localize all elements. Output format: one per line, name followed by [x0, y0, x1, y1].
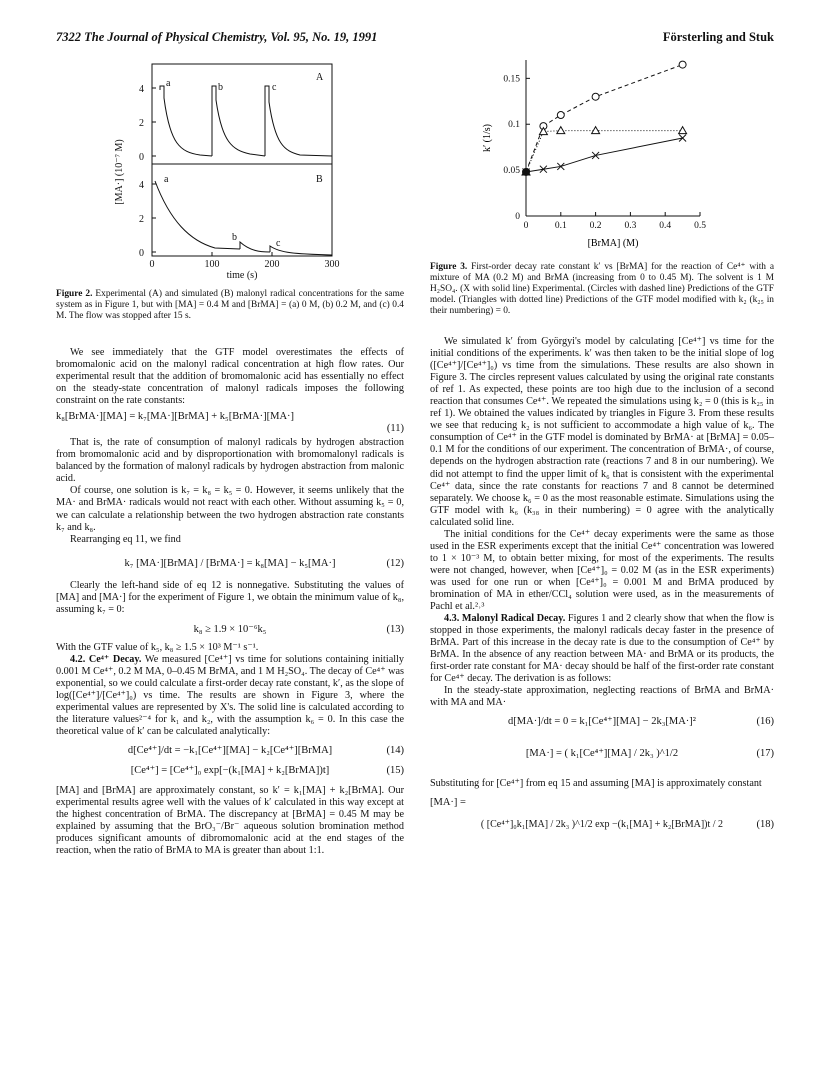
fig2-ytick-b-4: 4: [139, 180, 144, 191]
left-paragraph-5: Clearly the left-hand side of eq 12 is nonnegative. Substituting the values of [MA] and [MA·] for the experiment of Figure 1, we obtain the minimum value of k₈, assuming k₇ = 0:: [56, 579, 404, 615]
fig3-xtick-label-4: 0.4: [659, 221, 672, 231]
fig3-ytick-label-3: 0.15: [503, 74, 520, 85]
fig3-xtick-label-2: 0.2: [589, 221, 602, 231]
right-paragraph-5: Substituting for [Ce⁴⁺] from eq 15 and assuming [MA] is approximately constant: [430, 778, 762, 790]
fig3-point-triangle-2: [557, 127, 565, 134]
fig2-xtick-label-100: 100: [204, 259, 220, 270]
fig2-panel-b-frame: [152, 164, 332, 256]
running-header: [56, 30, 774, 45]
eq13-body: k₈ ≥ 1.9 × 10⁻⁶k₅: [193, 623, 267, 635]
left-paragraph-6: With the GTF value of k₅, k₈ ≥ 1.5 × 10³ M⁻¹ s⁻¹.: [56, 641, 259, 653]
fig2-label-a-c: c: [272, 82, 277, 93]
eq18-number: (18): [756, 818, 774, 830]
left-paragraph-4: Rearranging eq 11, we find: [70, 533, 181, 545]
equation-11: [56, 411, 404, 437]
fig2-ylabel: [MA·] (10⁻⁷ M): [114, 139, 125, 205]
eq11-number: (11): [386, 423, 404, 435]
fig2-label-a-a: a: [166, 78, 171, 89]
fig2-panel-b-label: B: [316, 174, 323, 185]
eq17-number: (17): [756, 748, 774, 760]
eq17-body: [MA·] = ( k₁[Ce⁴⁺][MA] / 2k₃ )^1/2: [525, 748, 679, 760]
fig3-ytick-label-0: 0: [515, 212, 520, 222]
equation-12: [56, 550, 404, 580]
fig3-point-circle-4: [679, 61, 686, 68]
fig3-xtick-label-0: 0: [523, 221, 529, 231]
fig2-xtick-label-200: 200: [264, 259, 280, 270]
eq15-body: [Ce⁴⁺] = [Ce⁴⁺]₀ exp[−(k₁[MA] + k₂[BrMA])t]: [130, 765, 330, 777]
fig2-xtick-label-300: 300: [324, 259, 340, 270]
fig3-xtick-label-5: 0.5: [694, 221, 706, 231]
section-4-3-heading: 4.3. Malonyl Radical Decay.: [444, 613, 566, 625]
eq15-number: (15): [386, 765, 404, 777]
fig2-panel-b: [152, 164, 332, 256]
figure-3-caption: [430, 262, 774, 317]
fig3-origin-marker: [524, 169, 529, 174]
fig3-point-circle-2: [557, 112, 564, 119]
left-paragraph-2: That is, the rate of consumption of malonyl radicals by hydrogen abstraction from bromomalonic acid and by disproportionation with bromomalonyl radicals is balanced by the formation of malonyl radicals by hydrogen abstraction from malonic acid.: [56, 437, 404, 485]
fig3-xlabel: [BrMA] (M): [587, 238, 639, 249]
equation-13: [56, 620, 404, 642]
fig3-ylabel: k′ (1/s): [482, 123, 493, 153]
section-4-3-text: Figures 1 and 2 clearly show that when the flow is stopped in those experiments, the malonyl radicals decay faster in the presence of BrMA. Part of this increase in the decay rate is due to the consumption of Ce⁴⁺ by BrMA. In the absence of any reaction between MA· and BrMA or its products, the first-order rate constant for MA· decay should be half of the first-order rate constant for Ce⁴⁺ decay. The derivation is as follows:: [430, 613, 774, 685]
eq11-body: k₈[BrMA·][MA] = k₇[MA·][BrMA] + k₅[BrMA·][MA·]: [56, 411, 295, 423]
eq14-number: (14): [386, 745, 404, 757]
fig2-ytick-b-2: 2: [139, 214, 144, 225]
left-paragraph-1: We see immediately that the GTF model overestimates the effects of bromomalonic acid on the malonyl radical concentration at high flow rates. Our experimental result that the addition of bromomalonic acid has essentially no effect on the steady-state concentration of malonyl radicals imposes the following constraint on the rate constants:: [56, 347, 404, 407]
fig3-xtick-label-3: 0.3: [624, 221, 637, 231]
figure-2-caption: [56, 289, 404, 322]
fig3-series-triangle-line: [526, 131, 683, 172]
fig3-point-circle-3: [592, 93, 599, 100]
header-authors: Försterling and Stuk: [662, 30, 774, 44]
fig2-curve-b-a: [155, 181, 240, 249]
fig3-ytick-label-2: 0.1: [508, 120, 520, 131]
equation-15: [56, 763, 404, 785]
fig3-ytick-label-1: 0.05: [503, 166, 520, 177]
fig3-xtick-label-1: 0.1: [554, 221, 567, 231]
equation-16: [430, 712, 774, 734]
eq12-body: k₇ [MA·][BrMA] / [BrMA·] = k₈[MA] − k₅[MA·]: [124, 557, 336, 569]
fig3-caption-label: Figure 3.: [430, 262, 468, 272]
fig2-ytick-a-4: 4: [139, 84, 144, 95]
right-paragraph-4: In the steady-state approximation, neglecting reactions of BrMA and BrMA· with MA and MA·: [430, 685, 774, 709]
header-journal: 7322 The Journal of Physical Chemistry, Vol. 95, No. 19, 1991: [56, 30, 378, 44]
left-paragraph-7: [56, 654, 404, 738]
eq16-body: d[MA·]/dt = 0 = k₁[Ce⁴⁺][MA] − 2k₃[MA·]²: [508, 716, 696, 728]
equation-18: [430, 809, 774, 843]
eq14-body: d[Ce⁴⁺]/dt = −k₁[Ce⁴⁺][MA] − k₂[Ce⁴⁺][BrMA]: [127, 745, 333, 757]
right-column: [430, 336, 774, 843]
fig2-ytick-a-2: 2: [139, 118, 144, 129]
eq18-body: ( [Ce⁴⁺]₀k₁[MA] / 2k₃ )^1/2 exp −(k₁[MA] + k₂[BrMA])t / 2: [480, 818, 724, 830]
fig2-xlabel: time (s): [226, 270, 258, 281]
fig2-caption-text: Experimental (A) and simulated (B) malonyl radical concentrations for the same system as in Figure 1, but with [MA] = 0.4 M and [BrMA] = (a) 0 M, (b) 0.2 M, and (c) 0.4 M. The flow was stopped after 15 s.: [56, 289, 404, 321]
left-paragraph-8: [MA] and [BrMA] are approximately constant, so k′ = k₁[MA] + k₂[BrMA]. Our experimental results agree well with the values of k′ calculated in this way except at the highest concentration of BrMA. The discrepancy at [BrMA] = 0.45 M may be explained by assuming that the BrO₃⁻/Br⁻ aqueous solution bromination method produces significant amounts of dibromomalonic acid at the end stages of the reaction, when the ratio of BrMA to MA is greater than about 1:1.: [56, 785, 404, 857]
fig2-ytick-a-0: 0: [139, 152, 144, 163]
fig3-series-circle-line: [526, 65, 683, 172]
fig2-label-b-c: c: [276, 238, 281, 249]
right-paragraph-1: We simulated k′ from Györgyi's model by calculating [Ce⁴⁺] vs time for the initial conditions of the experiments. k′ was then taken to be the initial slope of log ([Ce⁴⁺]/[Ce⁴⁺]₀) vs time from the simulations. These results are also shown in Figure 3. The circles represent values calculated by using the original rate constants of ref 1. As expected, these points are too high due to the inclusion of a second reaction that consumes Ce⁴⁺. We repeated the simulations using k₂ = 0 (this is k₂₅ in ref 1). We obtained the values indicated by triangles in Figure 3. From these results we see that reducing k₂ is not sufficient to accommodate a high value of k₆. The consumption of Ce⁴⁺ in the GTF model is dominated by BrMA· at [BrMA] = 0.05–0.1 M for the conditions of our experiment. The concentration of BrMA·, of course, depends on the hydrogen abstraction rate (reactions 7 and 8 in our numbering). We did not attempt to find the upper limit of k₆ that is consistent with the experimental Ce⁴⁺ data, since the rate constants for reactions 7 and 8 cannot be determined separately. We choose k₆ = 0 as the most reasonable estimate. Simulations using the GTF model with k₆ (k₃₈ in their numbering) = 0 agree with the analytically calculated solid line.: [430, 336, 774, 528]
equation-18-lhs: [MA·] =: [430, 796, 466, 808]
fig3-caption-text: First-order decay rate constant k′ vs [BrMA] for the reaction of Ce⁴⁺ with a mixture of MA (0.2 M) and BrMA (increasing from 0 to 0.45 M). The solvent is 1 M H₂SO₄. (X with solid line) Experimental. (Circles with dashed line) Predictions of the GTF model. (Triangles with dotted line) Predictions of the GTF model modified with k₂ (k₂₅ in their numbering) = 0.: [430, 262, 774, 316]
fig2-panel-a: [152, 64, 332, 164]
fig2-label-b-b: b: [232, 232, 237, 243]
fig2-panel-a-label: A: [316, 72, 324, 83]
fig2-curve-a-c: [265, 86, 332, 156]
fig2-ytick-b-0: 0: [139, 248, 144, 259]
fig3-series-x-line: [526, 138, 683, 172]
equation-17: [430, 734, 774, 778]
right-paragraph-2: The initial conditions for the Ce⁴⁺ decay experiments were the same as those used in the ESR experiments except that the initial Ce⁴⁺ concentration was lowered to 1 × 10⁻³ M, to obtain better mixing, for most of the experiments. The results were not changed, however, when [Ce⁴⁺]₀ = 0.02 M (as in the ESR experiments) was used for one run or when [Ce⁴⁺]₀ = 0.001 M and BrMA produced by bromination of MA in ether/CCl₄ solution were used, as in the measurements of Pachl et al.²˒³: [430, 528, 774, 613]
fig2-label-a-b: b: [218, 82, 223, 93]
eq12-number: (12): [386, 557, 404, 569]
eq16-number: (16): [756, 716, 774, 728]
figure-2: [100, 56, 360, 282]
fig2-xtick-label-0: 0: [149, 259, 155, 270]
fig2-curve-a-a: [160, 86, 212, 156]
left-paragraph-3: Of course, one solution is k₇ = k₈ = k₅ = 0. However, it seems unlikely that the MA· and BrMA· radicals would not react with each other. Without assuming k₅ = 0, we can calculate a relationship between the two hydrogen abstraction rate constants k₇ and k₈.: [56, 485, 404, 533]
right-paragraph-3: [430, 613, 774, 685]
fig2-curve-a-b: [212, 86, 265, 156]
fig2-panel-a-frame: [152, 64, 332, 164]
figure-3: [478, 56, 728, 252]
fig2-curve-b-b: [240, 242, 270, 252]
section-4-2-text: We measured [Ce⁴⁺] vs time for solutions containing initially 0.001 M Ce⁴⁺, 0.2 M MA, 0–0.45 M BrMA, and 1 M H₂SO₄. The decay of Ce⁴⁺ was exponential, so we could calculate a first-order decay rate constant, k′, as the slope of log([Ce⁴⁺]/[Ce⁴⁺]₀) vs time. The results are shown in Figure 3, where the experimental values are represented by X's. The solid line is calculated according to the literature values²⁻⁴ for k₁ and k₂, with the assumption k₆ = 0. In this case the theoretical value of k′ can be calculated analytically:: [56, 653, 404, 738]
fig2-caption-label: Figure 2.: [56, 289, 93, 299]
equation-14: [56, 741, 404, 763]
fig2-label-b-a: a: [164, 174, 169, 185]
left-column: [56, 347, 404, 857]
fig3-point-triangle-3: [592, 127, 600, 134]
eq13-number: (13): [386, 623, 404, 635]
fig3-point-triangle-4: [679, 127, 687, 134]
section-4-2-heading: 4.2. Ce⁴⁺ Decay.: [70, 653, 142, 665]
